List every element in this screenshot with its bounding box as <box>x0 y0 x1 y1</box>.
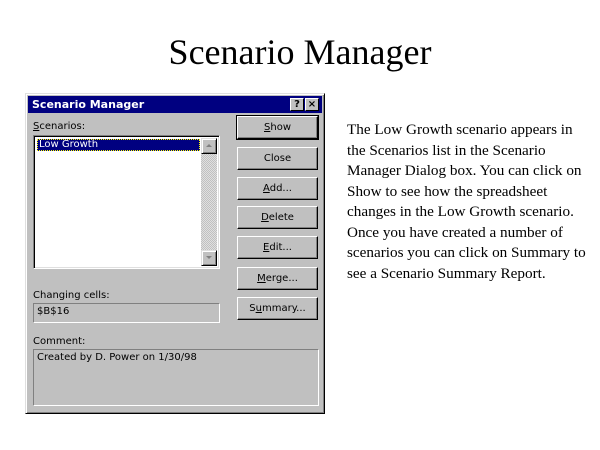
scenarios-listbox[interactable] <box>33 135 220 269</box>
show-button[interactable]: Show <box>237 116 318 139</box>
scenarios-scrollbar[interactable] <box>201 138 217 266</box>
scroll-up-button[interactable] <box>201 138 217 154</box>
comment-label: Comment: <box>33 336 86 347</box>
edit-button[interactable]: Edit... <box>237 236 318 259</box>
delete-button[interactable]: Delete <box>237 206 318 229</box>
close-icon: × <box>307 99 317 110</box>
scroll-up-arrow-icon <box>206 144 212 147</box>
changing-cells-field: $B$16 <box>33 303 220 323</box>
changing-cells-label: Changing cells: <box>33 290 110 301</box>
slide-title: Scenario Manager <box>168 32 432 72</box>
scroll-down-arrow-icon <box>206 256 212 259</box>
scenario-manager-dialog <box>25 93 325 414</box>
add-button[interactable]: Add... <box>237 177 318 200</box>
scroll-down-button[interactable] <box>201 250 217 266</box>
help-button[interactable] <box>290 98 304 111</box>
close-window-button[interactable] <box>305 98 319 111</box>
summary-button[interactable]: Summary... <box>237 297 318 320</box>
dialog-titlebar[interactable] <box>28 96 322 113</box>
dialog-title: Scenario Manager <box>32 98 145 111</box>
help-icon: ? <box>294 99 300 110</box>
slide-body-text: The Low Growth scenario appears in the Scenarios list in the Scenario Manager Dialog box. You can click on Show to see how the spreadsheet changes in the Low Growth scenario. Once you have created a number of scenarios you can click on Summary to see a Scenario Summary Report. <box>347 121 586 282</box>
close-button[interactable]: Close <box>237 147 318 170</box>
merge-button[interactable]: Merge... <box>237 267 318 290</box>
scenarios-label: Scenarios: <box>33 121 86 132</box>
comment-field: Created by D. Power on 1/30/98 <box>33 349 319 406</box>
scenario-item-low-growth[interactable]: Low Growth <box>37 139 200 151</box>
